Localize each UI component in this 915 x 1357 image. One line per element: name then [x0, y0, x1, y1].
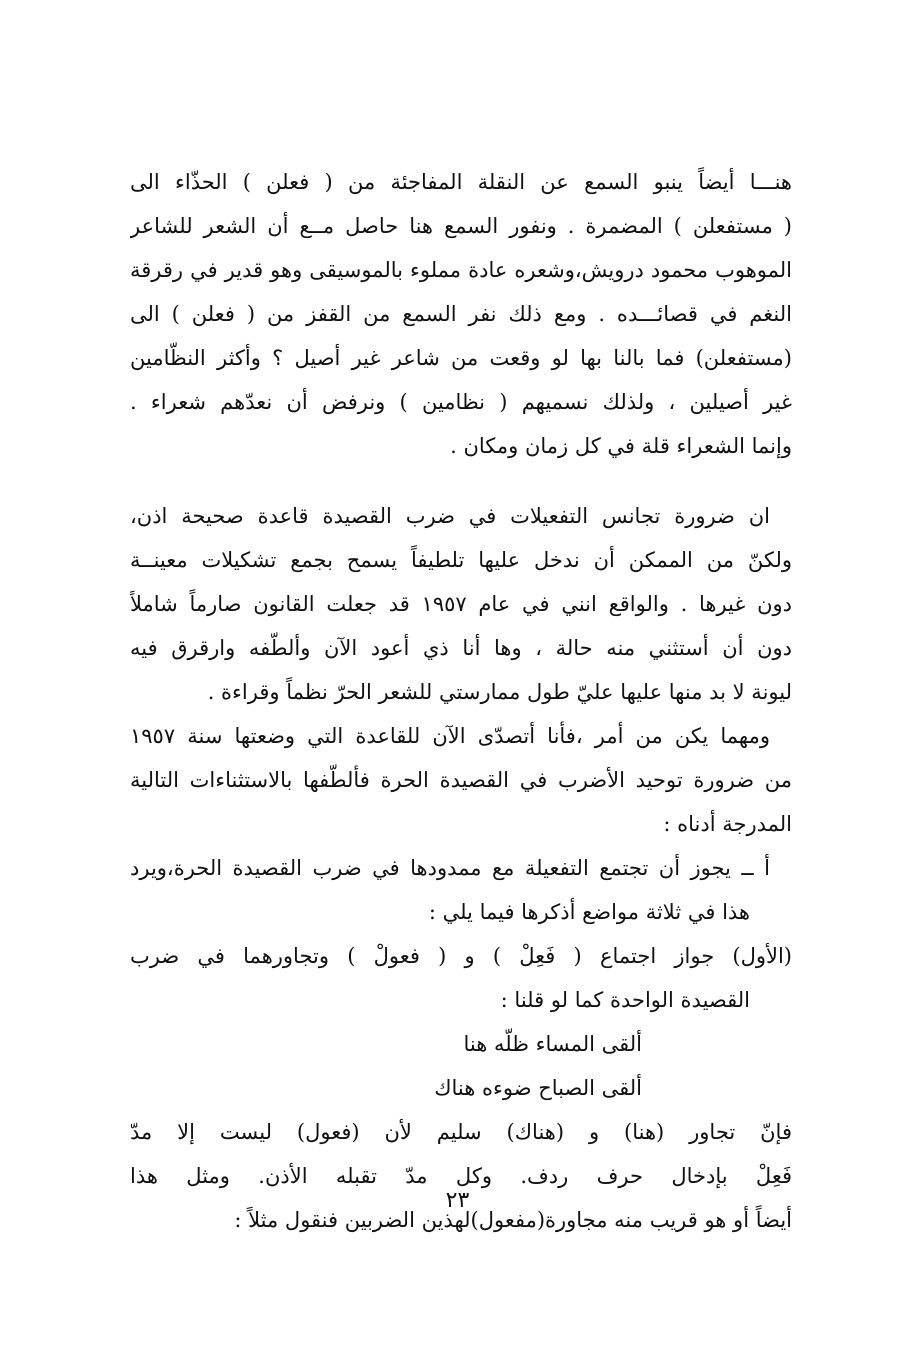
text-line: هذا في ثلاثة مواضع أذكرها فيما يلي : [428, 900, 750, 924]
item-first [130, 934, 792, 1022]
verse-line: ألقى الصباح ضوءه هناك [434, 1076, 642, 1100]
text-line: من ضرورة توحيد الأضرب في القصيدة الحرة فألطّفها بالاستثناءات التالية [130, 768, 792, 792]
paragraph-1 [130, 160, 792, 468]
text-line: (مستفعلن) فما بالنا بها لو وقعت من شاعر غير أصيل ؟ وأكثر النظّامين [130, 346, 792, 370]
paragraph-gap [130, 468, 792, 494]
text-line: ومهما يكن من أمر ،فأنا أتصدّى الآن للقاعدة التي وضعتها سنة ١٩٥٧ [130, 724, 770, 748]
paragraph-3 [130, 714, 792, 846]
text-line: المدرجة أدناه : [663, 812, 792, 836]
text-line: القصيدة الواحدة كما لو قلنا : [500, 988, 750, 1012]
page-body [130, 160, 792, 1242]
text-line: الموهوب محمود درويش،وشعره عادة مملوء بالموسيقى وهو قدير في رقرقة [130, 258, 792, 282]
item-a [130, 846, 792, 934]
text-line: النغم في قصائـــده . ومع ذلك نفر السمع من القفز من ( فعلن ) الى [130, 302, 792, 326]
page-number: ٢٣ [445, 1188, 470, 1213]
verse-line: ألقى المساء ظلّه هنا [463, 1032, 642, 1056]
text-line: هنـــا أيضاً ينبو السمع عن النقلة المفاجئة من ( فعلن ) الحذّاء الى [130, 170, 792, 194]
text-line: وإنما الشعراء قلة في كل زمان ومكان . [450, 434, 792, 458]
text-line: دون غيرها . والواقع انني في عام ١٩٥٧ قد جعلت القانون صارماً شاملاً [130, 592, 792, 616]
text-line: ليونة لا بد منها عليها عليّ طول ممارستي للشعر الحرّ نظماً وقراءة . [207, 680, 792, 704]
text-line: أيضاً أو هو قريب منه مجاورة(مفعول)لهذين الضربين فنقول مثلاً : [234, 1208, 792, 1232]
text-line: فَعِلْ بإدخال حرف ردف. وكل مدّ تقبله الأذن. ومثل هذا [130, 1164, 792, 1188]
text-line: أ ــ يجوز أن تجتمع التفعيلة مع ممدودها في ضرب القصيدة الحرة،ويرد [130, 856, 770, 880]
text-line: غير أصيلين ، ولذلك نسميهم ( نظامين ) ونرفض أن نعدّهم شعراء . [130, 390, 792, 414]
paragraph-4 [130, 1110, 792, 1242]
text-line: ولكنّ من الممكن أن ندخل عليها تلطيفاً يسمح بجمع تشكيلات معينــة [130, 548, 792, 572]
text-line: دون أن أستثني منه حالة ، وها أنا ذي أعود الآن وألطّفه وارقرق فيه [130, 636, 792, 660]
text-line: ( مستفعلن ) المضمرة . ونفور السمع هنا حاصل مــع أن الشعر للشاعر [130, 214, 792, 238]
text-line: ان ضرورة تجانس التفعيلات في ضرب القصيدة قاعدة صحيحة اذن، [130, 504, 770, 528]
text-line: فإنّ تجاور (هنا) و (هناك) سليم لأن (فعول) ليست إلا مدّ [130, 1120, 792, 1144]
verse-block [130, 1022, 792, 1110]
paragraph-2 [130, 494, 792, 714]
text-line: (الأول) جواز اجتماع ( فَعِلْ ) و ( فعولْ ) وتجاورهما في ضرب [130, 944, 792, 968]
